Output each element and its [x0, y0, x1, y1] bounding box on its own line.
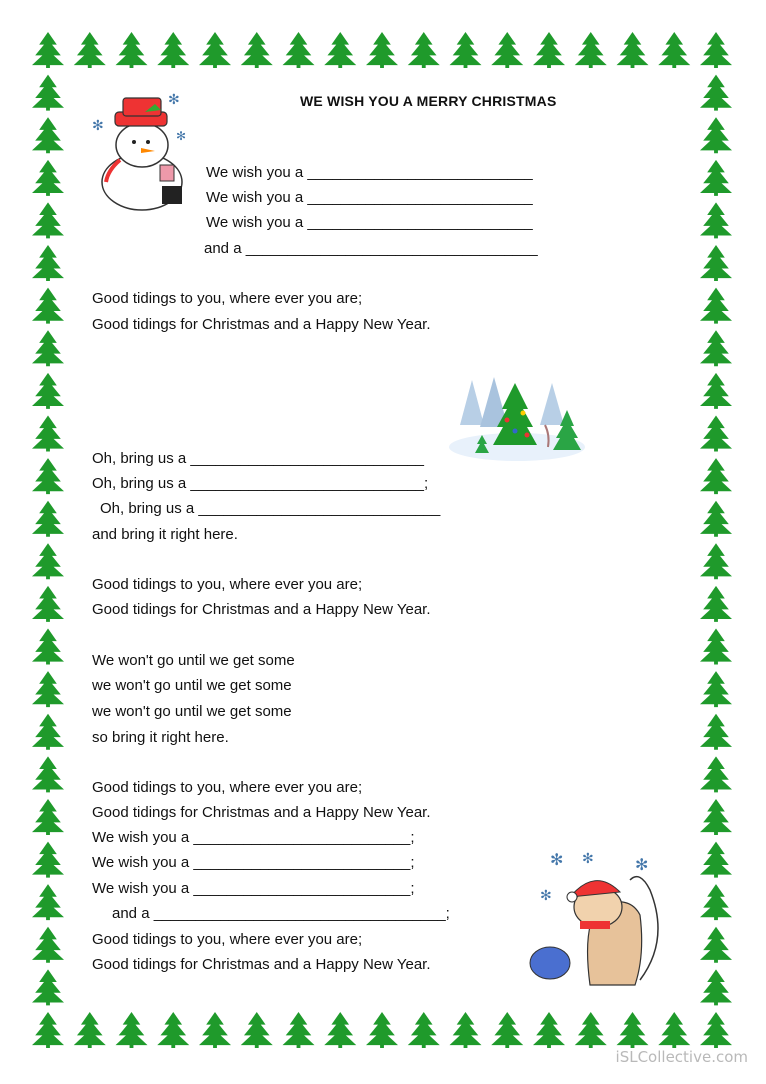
verse2-line: and bring it right here.	[92, 526, 238, 543]
border-tree-icon	[700, 1012, 732, 1048]
final-line: and a ___________________________________;	[112, 905, 450, 922]
border-tree-icon	[408, 32, 440, 68]
border-tree-icon	[700, 373, 732, 409]
border-tree-icon	[700, 330, 732, 366]
border-tree-icon	[241, 1012, 273, 1048]
border-tree-icon	[533, 32, 565, 68]
border-tree-icon	[32, 714, 64, 750]
border-tree-icon	[700, 756, 732, 792]
border-tree-icon	[32, 543, 64, 579]
border-tree-icon	[32, 756, 64, 792]
border-tree-icon	[32, 117, 64, 153]
border-tree-icon	[700, 160, 732, 196]
border-tree-icon	[116, 1012, 148, 1048]
border-tree-icon	[324, 1012, 356, 1048]
border-tree-icon	[74, 1012, 106, 1048]
final-line: Good tidings for Christmas and a Happy New Year.	[92, 956, 431, 973]
border-tree-icon	[617, 32, 649, 68]
border-tree-icon	[32, 288, 64, 324]
border-tree-icon	[32, 1012, 64, 1048]
border-tree-icon	[700, 629, 732, 665]
chorus-line: Good tidings for Christmas and a Happy New Year.	[92, 601, 431, 618]
border-tree-icon	[700, 202, 732, 238]
border-tree-icon	[450, 1012, 482, 1048]
svg-text:✻: ✻	[176, 129, 187, 143]
border-tree-icon	[32, 330, 64, 366]
svg-text:✻: ✻	[582, 850, 594, 866]
border-tree-icon	[32, 501, 64, 537]
final-line: We wish you a __________________________;	[92, 829, 415, 846]
verse2-line: Oh, bring us a _____________________________	[100, 500, 441, 517]
verse2-line: Oh, bring us a ____________________________	[92, 450, 424, 467]
border-tree-icon	[366, 1012, 398, 1048]
border-tree-icon	[32, 202, 64, 238]
chorus-line: Good tidings for Christmas and a Happy New Year.	[92, 316, 431, 333]
border-tree-icon	[199, 1012, 231, 1048]
border-tree-icon	[157, 1012, 189, 1048]
border-tree-icon	[32, 415, 64, 451]
chorus-line: Good tidings to you, where ever you are;	[92, 576, 363, 593]
border-tree-icon	[157, 32, 189, 68]
border-tree-icon	[700, 245, 732, 281]
verse1-line: We wish you a ___________________________	[206, 189, 533, 206]
border-tree-icon	[575, 1012, 607, 1048]
border-tree-icon	[700, 117, 732, 153]
final-line: Good tidings to you, where ever you are;	[92, 931, 363, 948]
border-tree-icon	[658, 1012, 690, 1048]
verse3-line: we won't go until we get some	[92, 677, 292, 694]
border-tree-icon	[700, 586, 732, 622]
chorus-line: Good tidings to you, where ever you are;	[92, 290, 363, 307]
border-tree-icon	[366, 32, 398, 68]
border-tree-icon	[283, 32, 315, 68]
border-tree-icon	[700, 458, 732, 494]
border-tree-icon	[700, 288, 732, 324]
border-tree-icon	[450, 32, 482, 68]
svg-text:✻: ✻	[635, 857, 649, 874]
border-tree-icon	[700, 799, 732, 835]
verse3-line: we won't go until we get some	[92, 703, 292, 720]
verse1-line: We wish you a ___________________________	[206, 164, 533, 181]
final-line: We wish you a __________________________;	[92, 880, 415, 897]
border-tree-icon	[700, 501, 732, 537]
border-tree-icon	[32, 969, 64, 1005]
final-line: We wish you a __________________________;	[92, 854, 415, 871]
border-tree-icon	[32, 671, 64, 707]
watermark: iSLCollective.com	[615, 1048, 748, 1066]
border-tree-icon	[700, 842, 732, 878]
border-tree-icon	[408, 1012, 440, 1048]
border-tree-icon	[700, 543, 732, 579]
border-tree-icon	[32, 586, 64, 622]
verse1-line: and a ___________________________________	[204, 240, 538, 257]
svg-text:✻: ✻	[168, 91, 180, 107]
border-tree-icon	[32, 884, 64, 920]
border-tree-icon	[32, 32, 64, 68]
border-tree-icon	[700, 969, 732, 1005]
border-tree-icon	[700, 884, 732, 920]
final-line: Good tidings to you, where ever you are;	[92, 779, 363, 796]
verse3-line: so bring it right here.	[92, 729, 229, 746]
border-tree-icon	[491, 1012, 523, 1048]
border-tree-icon	[116, 32, 148, 68]
snowy-christmas-tree-illustration	[445, 365, 590, 465]
verse2-line: Oh, bring us a ____________________________;	[92, 475, 429, 492]
border-tree-icon	[700, 714, 732, 750]
border-tree-icon	[32, 75, 64, 111]
border-tree-icon	[658, 32, 690, 68]
svg-text:✻: ✻	[92, 117, 104, 133]
border-tree-icon	[700, 415, 732, 451]
border-tree-icon	[617, 1012, 649, 1048]
border-tree-icon	[32, 160, 64, 196]
border-tree-icon	[700, 75, 732, 111]
border-tree-icon	[74, 32, 106, 68]
border-tree-icon	[241, 32, 273, 68]
border-tree-icon	[32, 842, 64, 878]
christmas-cat-illustration	[520, 845, 680, 995]
border-tree-icon	[32, 799, 64, 835]
border-tree-icon	[324, 32, 356, 68]
verse3-line: We won't go until we get some	[92, 652, 295, 669]
border-tree-icon	[575, 32, 607, 68]
verse1-line: We wish you a ___________________________	[206, 214, 533, 231]
border-tree-icon	[700, 927, 732, 963]
svg-text:✻: ✻	[550, 852, 564, 869]
border-tree-icon	[32, 373, 64, 409]
border-tree-icon	[32, 245, 64, 281]
border-tree-icon	[199, 32, 231, 68]
border-tree-icon	[700, 32, 732, 68]
border-tree-icon	[283, 1012, 315, 1048]
border-tree-icon	[491, 32, 523, 68]
border-tree-icon	[32, 458, 64, 494]
svg-text:✻: ✻	[540, 887, 552, 903]
border-tree-icon	[32, 629, 64, 665]
border-tree-icon	[32, 927, 64, 963]
border-tree-icon	[533, 1012, 565, 1048]
song-title: WE WISH YOU A MERRY CHRISTMAS	[300, 93, 557, 109]
snowman-illustration	[90, 90, 195, 215]
final-line: Good tidings for Christmas and a Happy New Year.	[92, 804, 431, 821]
border-tree-icon	[700, 671, 732, 707]
